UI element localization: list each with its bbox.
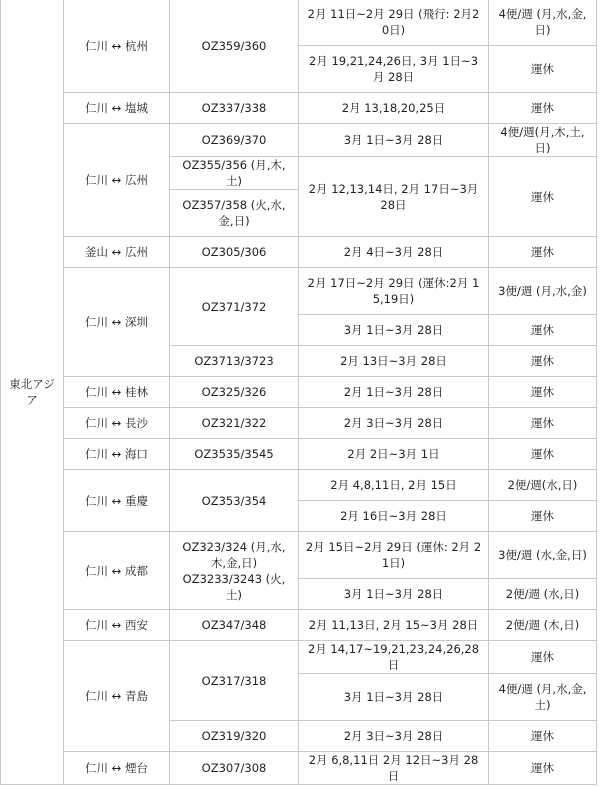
table-row: [1, 641, 597, 674]
period-cell: 2月 13日~3月 28日: [299, 346, 489, 377]
flight-cell: OZ359/360: [170, 0, 299, 93]
route-cell: 仁川 ↔ 西安: [64, 610, 170, 641]
period-cell: 2月 15日~2月 29日 (運休: 2月 21日): [299, 532, 489, 579]
period-cell: 3月 1日~3月 28日: [299, 674, 489, 721]
flight-cell: OZ305/306: [170, 237, 299, 268]
route-cell: 仁川 ↔ 長沙: [64, 408, 170, 439]
table-row: [1, 237, 597, 268]
route-cell: 仁川 ↔ 桂林: [64, 377, 170, 408]
flight-cell: OZ357/358 (火,水,金,日): [170, 190, 299, 237]
period-cell: 3月 1日~3月 28日: [299, 579, 489, 610]
period-cell: 2月 13,18,20,25日: [299, 93, 489, 124]
frequency-cell: 3便/週 (月,水,金): [489, 268, 597, 315]
period-cell: 2月 17日~2月 29日 (運休:2月 15,19日): [299, 268, 489, 315]
period-cell: 3月 1日~3月 28日: [299, 315, 489, 346]
frequency-cell: 運休: [489, 408, 597, 439]
frequency-cell: 運休: [489, 157, 597, 237]
period-cell: 2月 19,21,24,26日, 3月 1日~3月 28日: [299, 46, 489, 93]
frequency-cell: 運休: [489, 315, 597, 346]
period-cell: 2月 14,17~19,21,23,24,26,28日: [299, 641, 489, 674]
route-cell: 仁川 ↔ 深圳: [64, 268, 170, 377]
flight-cell: OZ347/348: [170, 610, 299, 641]
frequency-cell: 2便/週 (水,日): [489, 579, 597, 610]
route-cell: 仁川 ↔ 煙台: [64, 752, 170, 785]
frequency-cell: 運休: [489, 46, 597, 93]
table-row: [1, 470, 597, 501]
route-cell: 仁川 ↔ 成都: [64, 532, 170, 610]
frequency-cell: 運休: [489, 377, 597, 408]
table-row: [1, 93, 597, 124]
frequency-cell: 3便/週 (水,金,日): [489, 532, 597, 579]
period-cell: 2月 11,13日, 2月 15~3月 28日: [299, 610, 489, 641]
period-cell: 2月 4日~3月 28日: [299, 237, 489, 268]
flight-cell: OZ371/372: [170, 268, 299, 346]
flight-cell: OZ353/354: [170, 470, 299, 532]
flight-cell: OZ321/322: [170, 408, 299, 439]
frequency-cell: 運休: [489, 501, 597, 532]
table-row: [1, 439, 597, 470]
period-cell: 3月 1日~3月 28日: [299, 124, 489, 157]
frequency-cell: 運休: [489, 346, 597, 377]
period-cell: 2月 12,13,14日, 2月 17日~3月 28日: [299, 157, 489, 237]
table-row: [1, 532, 597, 579]
flight-cell: OZ323/324 (月,水,木,金,日) OZ3233/3243 (火,土): [170, 532, 299, 610]
flight-cell: OZ3713/3723: [170, 346, 299, 377]
frequency-cell: 運休: [489, 641, 597, 674]
route-cell: 仁川 ↔ 重慶: [64, 470, 170, 532]
table-row: [1, 377, 597, 408]
period-cell: 2月 2日~3月 1日: [299, 439, 489, 470]
table-row: [1, 752, 597, 785]
period-cell: 2月 6,8,11日 2月 12日~3月 28日: [299, 752, 489, 785]
region-cell: 東北アジア: [1, 0, 64, 785]
frequency-cell: 運休: [489, 237, 597, 268]
flight-cell: OZ317/318: [170, 641, 299, 721]
frequency-cell: 運休: [489, 721, 597, 752]
period-cell: 2月 3日~3月 28日: [299, 408, 489, 439]
route-cell: 仁川 ↔ 杭州: [64, 0, 170, 93]
period-cell: 2月 4,8,11日, 2月 15日: [299, 470, 489, 501]
frequency-cell: 4便/週 (月,水,金,日): [489, 0, 597, 46]
period-cell: 2月 16日~3月 28日: [299, 501, 489, 532]
period-cell: 2月 1日~3月 28日: [299, 377, 489, 408]
flight-cell: OZ307/308: [170, 752, 299, 785]
table-row: [1, 0, 597, 46]
period-cell: 2月 3日~3月 28日: [299, 721, 489, 752]
frequency-cell: 運休: [489, 439, 597, 470]
table-row: [1, 124, 597, 157]
flight-cell: OZ337/338: [170, 93, 299, 124]
frequency-cell: 4便/週 (月,水,金,土): [489, 674, 597, 721]
route-cell: 仁川 ↔ 塩城: [64, 93, 170, 124]
frequency-cell: 4便/週(月,木,土,日): [489, 124, 597, 157]
flight-cell: OZ355/356 (月,木,土): [170, 157, 299, 190]
table-row: [1, 610, 597, 641]
frequency-cell: 運休: [489, 93, 597, 124]
table-row: [1, 268, 597, 315]
frequency-cell: 2便/週 (木,日): [489, 610, 597, 641]
frequency-cell: 2便/週(水,日): [489, 470, 597, 501]
route-cell: 仁川 ↔ 青島: [64, 641, 170, 752]
route-cell: 仁川 ↔ 広州: [64, 124, 170, 237]
route-cell: 仁川 ↔ 海口: [64, 439, 170, 470]
flight-cell: OZ369/370: [170, 124, 299, 157]
flight-cell: OZ319/320: [170, 721, 299, 752]
schedule-body: [1, 0, 597, 785]
route-cell: 釜山 ↔ 広州: [64, 237, 170, 268]
flight-cell: OZ3535/3545: [170, 439, 299, 470]
period-cell: 2月 11日~2月 29日 (飛行: 2月20日): [299, 0, 489, 46]
frequency-cell: 運休: [489, 752, 597, 785]
table-row: [1, 408, 597, 439]
flight-cell: OZ325/326: [170, 377, 299, 408]
